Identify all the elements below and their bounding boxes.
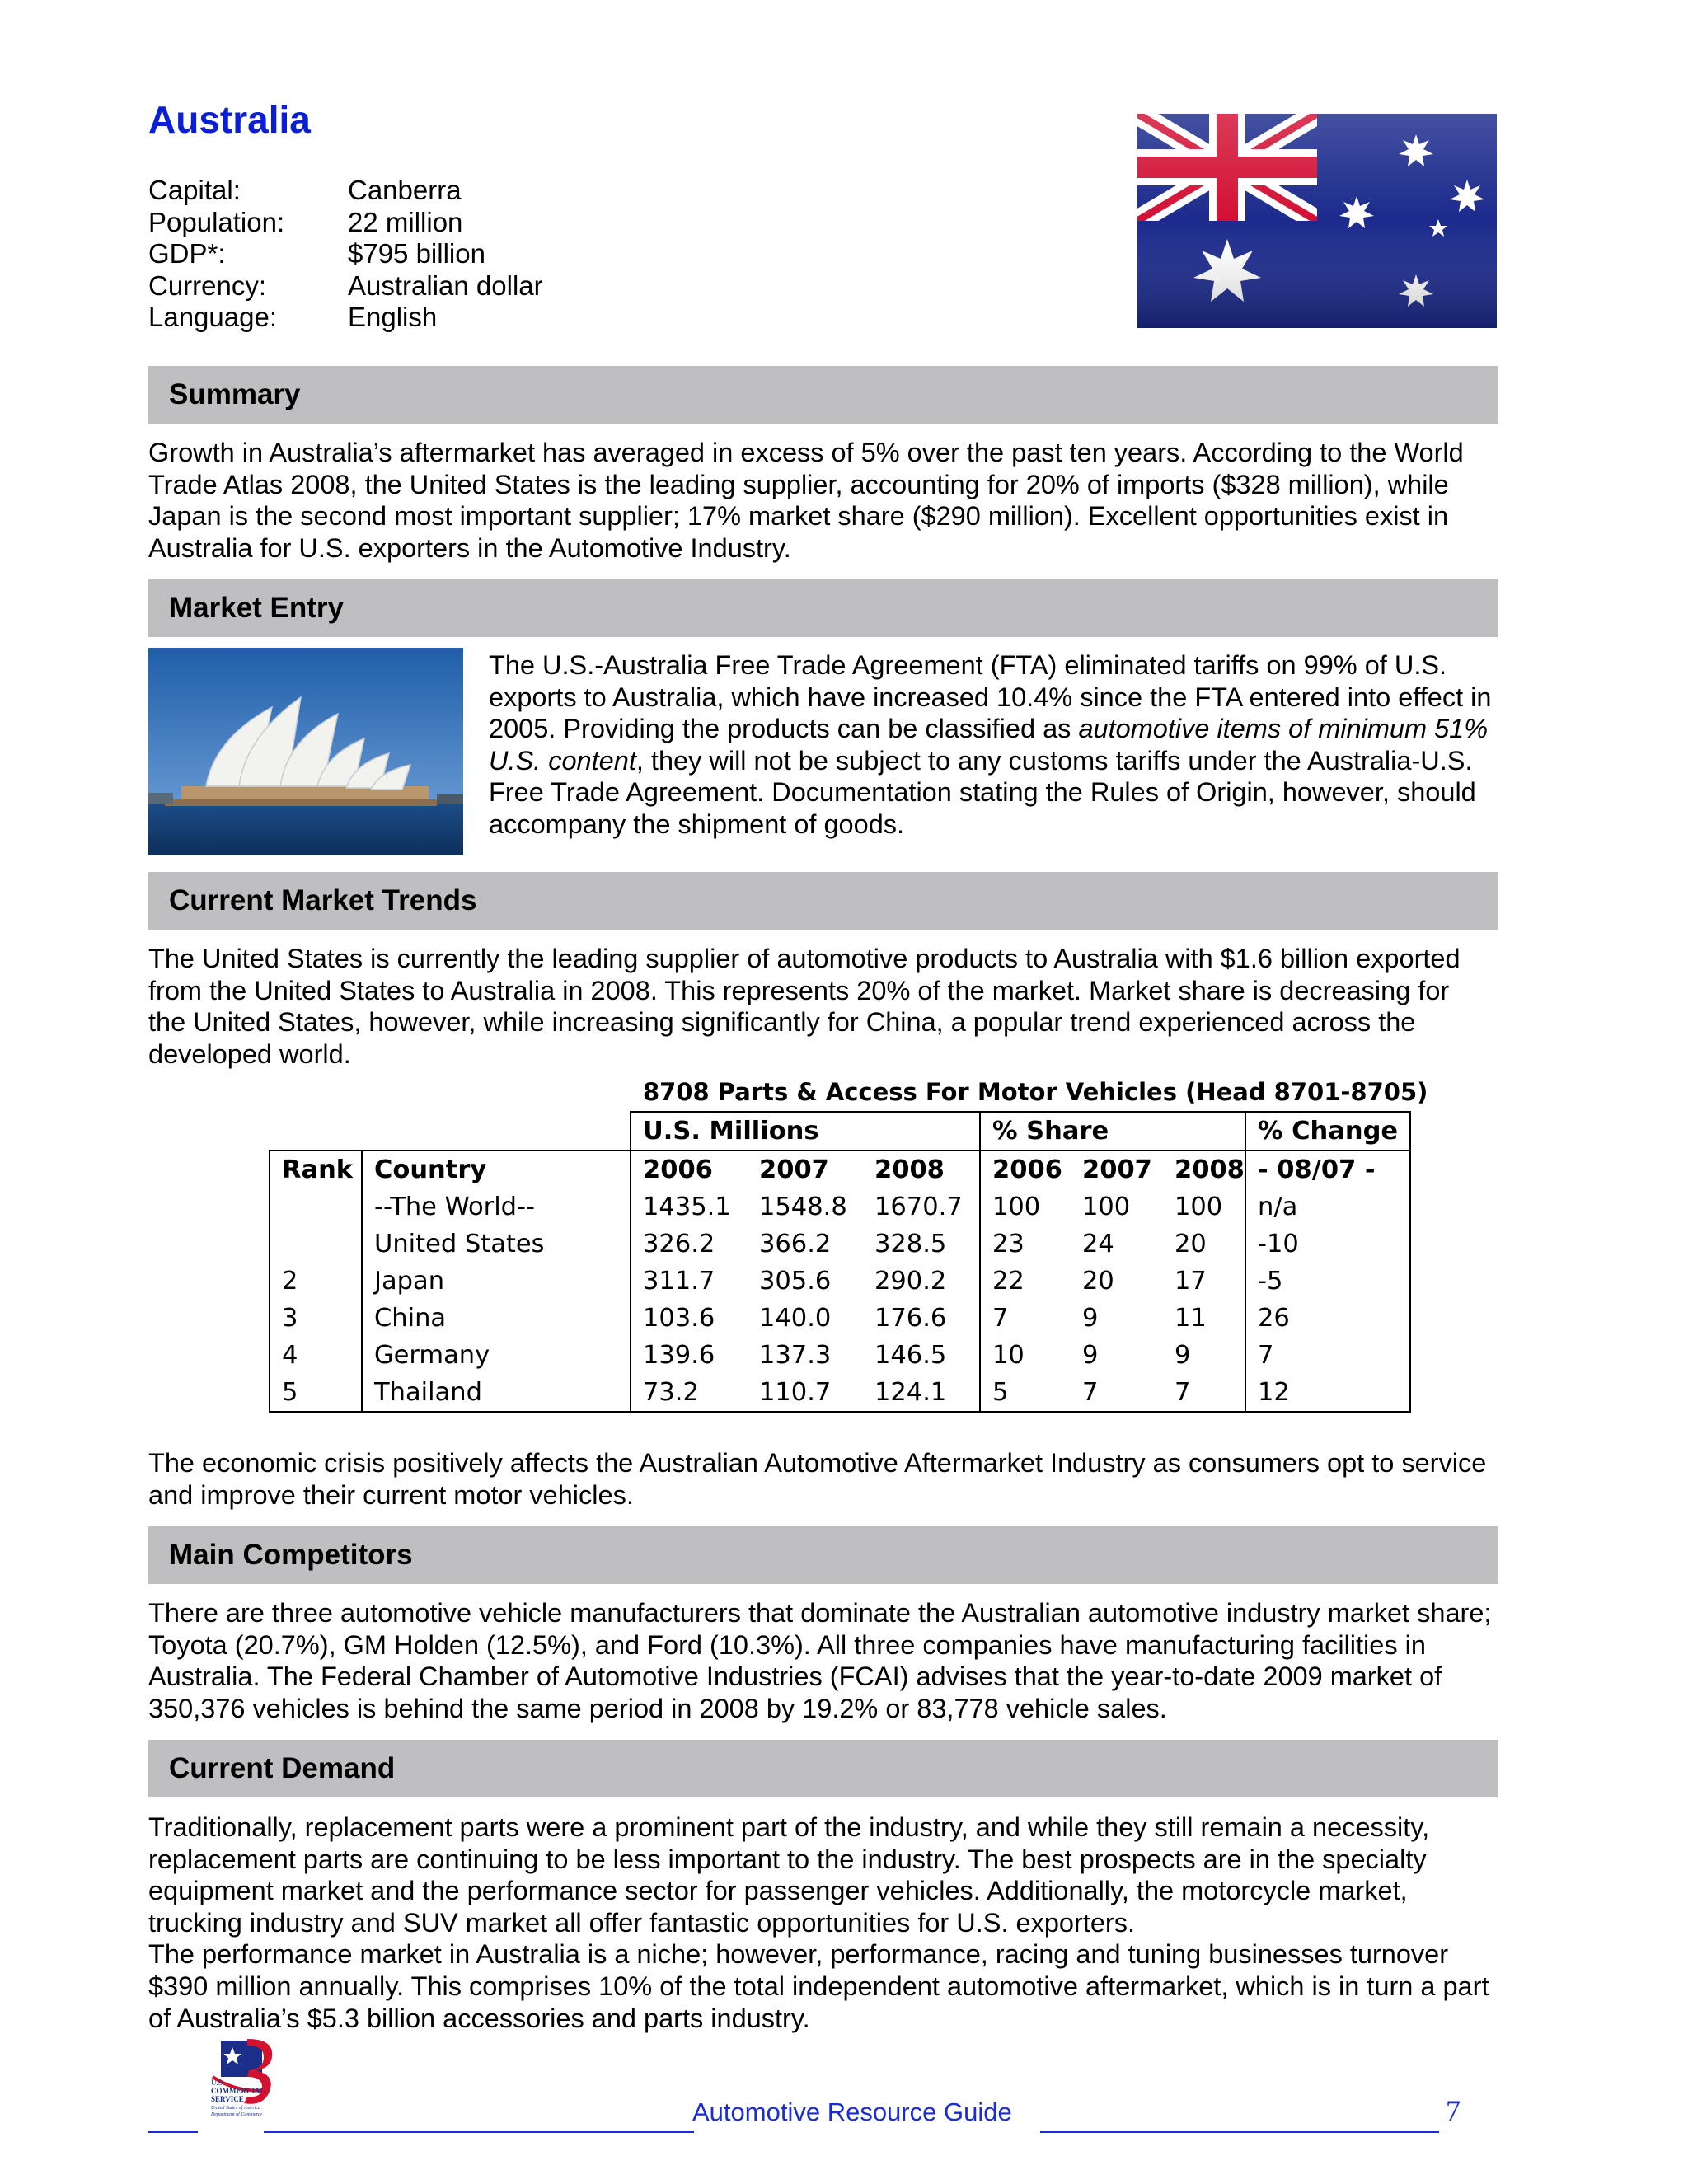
market-entry-text: 2005. Providing the products can be classified as	[489, 714, 1079, 744]
group-header-millions: U.S. Millions	[631, 1112, 980, 1151]
fact-value: 22 million	[348, 206, 463, 237]
page-number: 7	[1446, 2094, 1461, 2127]
fact-label: GDP*:	[148, 238, 226, 269]
cell-value: 1670.7	[874, 1193, 963, 1221]
market-entry-text: , they will not be subject to any customs tariffs under the Australia-U.S.	[635, 745, 1473, 776]
footer-rule	[264, 2131, 694, 2133]
cell-value: 326.2	[631, 1226, 748, 1263]
logo-text: COMMERCIAL	[211, 2087, 265, 2095]
cell-rank	[270, 1188, 362, 1226]
cell-value: 24	[1082, 1230, 1114, 1258]
demand-paragraph	[148, 1811, 1550, 2034]
cell-value: 140.0	[759, 1304, 832, 1333]
market-entry-paragraph	[489, 649, 1552, 841]
trends-paragraph	[148, 943, 1550, 1070]
crisis-line: and improve their current motor vehicles.	[148, 1479, 634, 1510]
competitors-line: Toyota (20.7%), GM Holden (12.5%), and Ford (10.3%). All three companies have manufacturing facilities in	[148, 1629, 1426, 1660]
cell-value: 5	[980, 1374, 1071, 1412]
cell-value: 124.1	[863, 1374, 980, 1412]
competitors-paragraph	[148, 1597, 1550, 1724]
table-row	[270, 1337, 1410, 1374]
column-header: 2006	[631, 1151, 748, 1188]
summary-line: Growth in Australia’s aftermarket has averaged in excess of 5% over the past ten years. According to the World	[148, 438, 1464, 467]
cell-value: 73.2	[631, 1374, 748, 1412]
market-entry-line: exports to Australia, which have increased 10.4% since the FTA entered into effect in	[489, 682, 1492, 712]
cell-value: 7	[1245, 1337, 1410, 1374]
cell-country: --The World--	[362, 1188, 631, 1226]
section-header-current-demand: Current Demand	[148, 1740, 1498, 1797]
fact-row	[148, 175, 543, 207]
trends-line: The United States is currently the leading supplier of automotive products to Australia with $1.6 billion exported	[148, 944, 1461, 973]
cell-value: 7	[980, 1300, 1071, 1337]
page-title: Australia	[148, 98, 311, 141]
cell-value: 311.7	[631, 1263, 748, 1300]
demand-line: Traditionally, replacement parts were a prominent part of the industry, and while they still remain a necessity,	[148, 1812, 1430, 1842]
cell-country: Germany	[362, 1337, 631, 1374]
section-header-market-trends: Current Market Trends	[148, 872, 1498, 930]
column-header: - 08/07 -	[1245, 1151, 1410, 1188]
cell-value: 366.2	[759, 1230, 832, 1258]
cell-value: 139.6	[631, 1337, 748, 1374]
table-row	[270, 1226, 1410, 1263]
competitors-line: Australia. The Federal Chamber of Automotive Industries (FCAI) advises that the year-to-date 2009 market of	[148, 1661, 1442, 1692]
column-header: 2008	[874, 1155, 945, 1184]
group-header-share: % Share	[980, 1112, 1245, 1151]
table-row	[270, 1300, 1410, 1337]
column-header: 2006	[980, 1151, 1071, 1188]
cell-value: 17	[1175, 1267, 1207, 1296]
logo-text: United States of America	[211, 2106, 261, 2111]
summary-line: Japan is the second most important supplier; 17% market share ($290 million). Excellent opportunities exist in	[148, 501, 1449, 532]
section-header-summary: Summary	[148, 366, 1498, 424]
cell-value: n/a	[1245, 1188, 1410, 1226]
crisis-line: The economic crisis positively affects the Australian Automotive Aftermarket Industry as consumers opt to service	[148, 1448, 1487, 1478]
logo-text: U.S.	[211, 2079, 225, 2087]
imports-table	[269, 1111, 1411, 1413]
table-row	[270, 1188, 1410, 1226]
group-header-change: % Change	[1245, 1112, 1410, 1151]
section-header-market-entry: Market Entry	[148, 579, 1498, 637]
cell-value: 7	[1163, 1374, 1245, 1412]
fact-label: Currency:	[148, 269, 267, 301]
cell-value: 100	[1082, 1193, 1131, 1221]
market-entry-emphasis: U.S. content	[489, 745, 636, 776]
crisis-paragraph	[148, 1447, 1550, 1511]
demand-line: equipment market and the performance sector for passenger vehicles. Additionally, the motorcycle market,	[148, 1876, 1408, 1906]
fact-row	[148, 238, 543, 270]
cell-value: -10	[1245, 1226, 1410, 1263]
trends-line: from the United States to Australia in 2008. This represents 20% of the market. Market share is decreasing for	[148, 975, 1450, 1005]
market-entry-line	[489, 713, 1552, 745]
column-header: Rank	[270, 1151, 362, 1188]
trends-line: the United States, however, while increasing significantly for China, a popular trend experienced across the	[148, 1007, 1416, 1038]
cell-rank: 2	[270, 1263, 362, 1300]
fact-value: Australian dollar	[348, 269, 543, 301]
fact-value: Canberra	[348, 175, 462, 205]
fact-value: English	[348, 302, 438, 332]
logo-text: SERVICE	[211, 2095, 244, 2103]
cell-value: 110.7	[748, 1374, 863, 1412]
cell-value: 146.5	[874, 1341, 947, 1370]
cell-value: 7	[1071, 1374, 1163, 1412]
market-entry-line: Free Trade Agreement. Documentation stating the Rules of Origin, however, should	[489, 777, 1476, 808]
demand-line: trucking industry and SUV market all offer fantastic opportunities for U.S. exporters.	[148, 1907, 1136, 1938]
cell-value: 328.5	[874, 1230, 947, 1258]
country-facts	[148, 175, 543, 334]
fact-row	[148, 207, 543, 239]
cell-rank: 4	[270, 1337, 362, 1374]
cell-value: -5	[1245, 1263, 1410, 1300]
footer-rule	[148, 2131, 198, 2133]
column-header: Country	[362, 1151, 631, 1188]
cell-value: 10	[980, 1337, 1071, 1374]
cell-rank: 3	[270, 1300, 362, 1337]
footer-title: Automotive Resource Guide	[692, 2097, 1012, 2126]
logo-text: Department of Commerce	[211, 2112, 263, 2117]
table-row	[270, 1263, 1410, 1300]
table-caption: 8708 Parts & Access For Motor Vehicles (Head 8701-8705)	[643, 1078, 1428, 1106]
cell-value: 22	[980, 1263, 1071, 1300]
section-header-main-competitors: Main Competitors	[148, 1526, 1498, 1584]
sydney-opera-house-image	[148, 648, 463, 855]
cell-value: 12	[1245, 1374, 1410, 1412]
demand-line: The performance market in Australia is a niche; however, performance, racing and tuning businesses turnover	[148, 1939, 1449, 1970]
column-header: 2007	[759, 1155, 829, 1184]
cell-rank	[270, 1226, 362, 1263]
summary-line: Australia for U.S. exporters in the Automotive Industry.	[148, 532, 791, 563]
cell-value: 23	[980, 1226, 1071, 1263]
demand-line: of Australia’s $5.3 billion accessories and parts industry.	[148, 2003, 810, 2033]
cell-value: 305.6	[759, 1267, 832, 1296]
fact-label: Language:	[148, 302, 277, 332]
column-header: 2008	[1175, 1155, 1245, 1184]
summary-paragraph	[148, 437, 1550, 564]
market-entry-line: accompany the shipment of goods.	[489, 808, 905, 839]
competitors-line: There are three automotive vehicle manufacturers that dominate the Australian automotive industry market share;	[148, 1598, 1492, 1628]
demand-line: replacement parts are continuing to be less important to the industry. The best prospects are in the specialty	[148, 1844, 1427, 1874]
cell-value: 11	[1175, 1304, 1207, 1333]
column-header: 2007	[1082, 1155, 1152, 1184]
cell-value: 9	[1082, 1341, 1099, 1370]
table-header-row	[270, 1151, 1410, 1188]
cell-rank: 5	[270, 1374, 362, 1412]
fact-label: Population:	[148, 206, 285, 237]
cell-value: 100	[980, 1188, 1071, 1226]
demand-line: $390 million annually. This comprises 10% of the total independent automotive aftermarket, which is in turn a part	[148, 1971, 1489, 2001]
us-commercial-service-logo	[196, 2036, 291, 2135]
australian-flag-image	[1137, 114, 1497, 328]
summary-line: Trade Atlas 2008, the United States is the leading supplier, accounting for 20% of imports ($328 million), while	[148, 469, 1449, 499]
cell-value: 20	[1082, 1267, 1114, 1296]
cell-value: 176.6	[874, 1304, 947, 1333]
cell-value: 137.3	[759, 1341, 832, 1370]
cell-value: 1435.1	[631, 1188, 748, 1226]
market-entry-line	[489, 745, 1552, 777]
cell-value: 100	[1175, 1193, 1223, 1221]
fact-label: Capital:	[148, 175, 241, 205]
cell-value: 9	[1175, 1341, 1191, 1370]
cell-country: United States	[362, 1226, 631, 1263]
fact-value: $795 billion	[348, 238, 485, 269]
market-entry-emphasis: automotive items of minimum 51%	[1078, 714, 1489, 744]
market-entry-line: The U.S.-Australia Free Trade Agreement (FTA) eliminated tariffs on 99% of U.S.	[489, 650, 1447, 680]
cell-country: China	[362, 1300, 631, 1337]
cell-value: 103.6	[631, 1300, 748, 1337]
cell-country: Japan	[362, 1263, 631, 1300]
cell-country: Thailand	[362, 1374, 631, 1412]
cell-value: 26	[1245, 1300, 1410, 1337]
cell-value: 9	[1082, 1304, 1099, 1333]
fact-row	[148, 302, 543, 334]
table-group-header-row	[270, 1112, 1410, 1151]
cell-value: 290.2	[874, 1267, 947, 1296]
competitors-line: 350,376 vehicles is behind the same period in 2008 by 19.2% or 83,778 vehicle sales.	[148, 1693, 1167, 1723]
table-row	[270, 1374, 1410, 1412]
footer-rule	[1040, 2131, 1439, 2133]
cell-value: 20	[1175, 1230, 1207, 1258]
cell-value: 1548.8	[759, 1193, 847, 1221]
trends-line: developed world.	[148, 1038, 351, 1069]
fact-row	[148, 270, 543, 302]
